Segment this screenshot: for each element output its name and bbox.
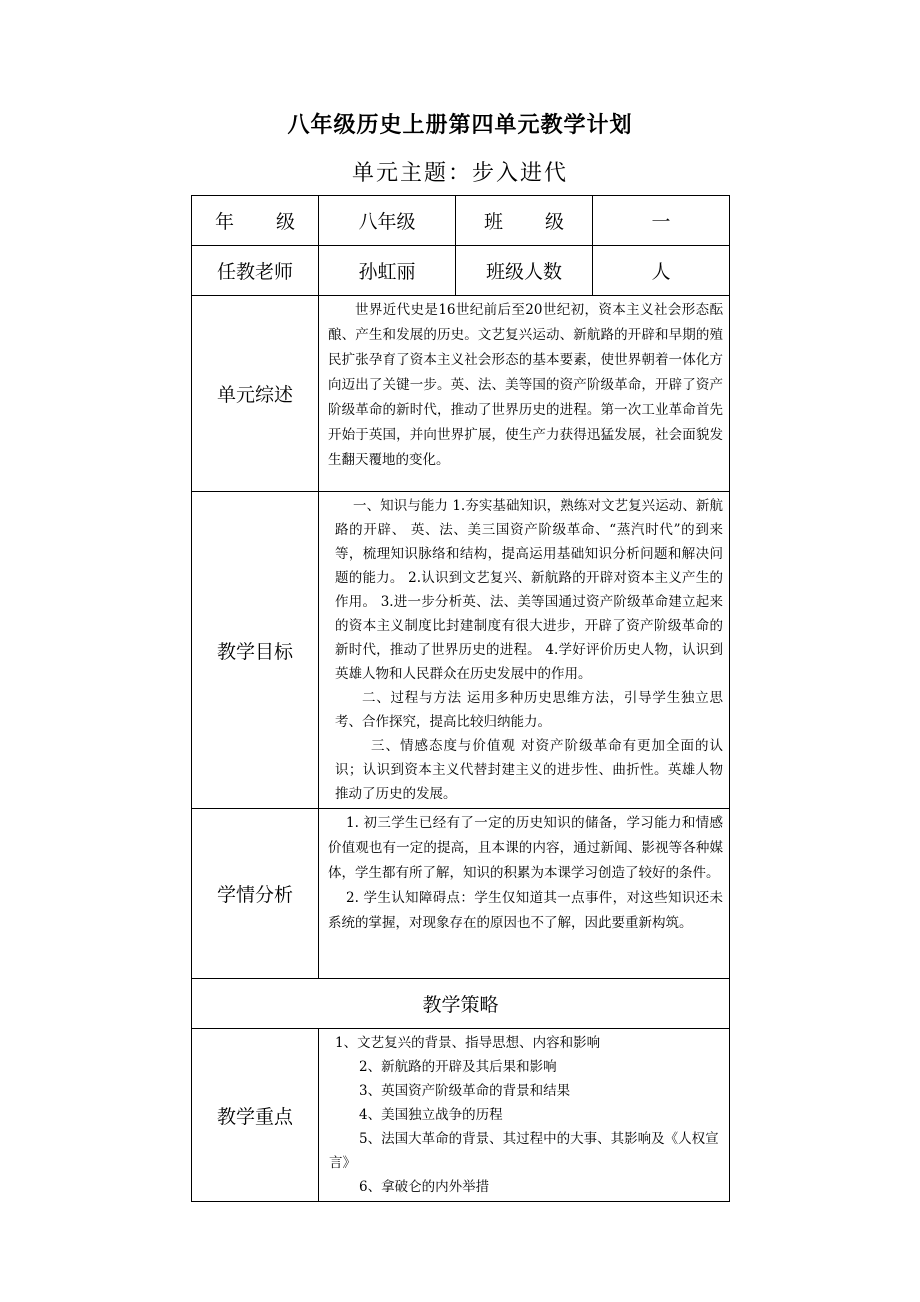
class-size-label: 班级人数: [456, 246, 593, 296]
unit-theme: 单元主题：步入进代: [351, 161, 568, 186]
overview-text: 世界近代史是16世纪前后至20世纪初，资本主义社会形态酝酿、产生和发展的历史。文艺复兴运动、新航路的开辟和早期的殖民扩张孕育了资本主义社会形态的基本要素，使世界朝着一体化方向迈出了关键一步。英、法、美等国的资产阶级革命，开辟了资产阶级革命的新时代，推动了世界历史的进程。第一次工业革命首先开始于英国，并向世界扩展，使生产力获得迅猛发展，社会面貌发生翻天覆地的变化。: [328, 302, 723, 468]
key-point-item: 1、文艺复兴的背景、指导思想、内容和影响: [335, 1035, 601, 1051]
key-points-row: [192, 1029, 730, 1202]
teacher-value: 孙虹丽: [319, 246, 456, 296]
key-point-item: 3、英国资产阶级革命的背景和结果: [359, 1083, 571, 1099]
grade-label: 年 级: [192, 196, 319, 246]
grade-value: 八年级: [319, 196, 456, 246]
key-points-label: 教学重点: [192, 1029, 319, 1202]
analysis-para-1: 1. 初三学生已经有了一定的历史知识的储备，学习能力和情感价值观也有一定的提高，且本课的内容，通过新闻、影视等各种媒体，学生都有所了解，知识的积累为本课学习创造了较好的条件。: [328, 815, 723, 881]
key-points-cell: [319, 1029, 730, 1202]
analysis-row: [192, 809, 730, 979]
class-size-value: 人: [593, 246, 730, 296]
plan-table: [191, 195, 730, 1202]
key-point-item: 6、拿破仑的内外举措: [359, 1179, 490, 1195]
goals-cell: [319, 492, 730, 809]
page-title: 八年级历史上册第四单元教学计划: [287, 113, 633, 138]
strategy-heading: 教学策略: [192, 979, 730, 1029]
goals-knowledge: 一、知识与能力 1.夯实基础知识，熟练对文艺复兴运动、新航路的开辟、 英、法、美三国资产阶级革命、“蒸汽时代”的到来等，梳理知识脉络和结构，提高运用基础知识分析问题和解决问题的能力。 2.认识到文艺复兴、新航路的开辟对资本主义产生的作用。 3.进一步分析英、法、美等国通过资产阶级革命建立起来的资本主义制度比封建制度有很大进步，开辟了资产阶级革命的新时代，推动了世界历史的进程。 4.学好评价历史人物，认识到英雄人物和人民群众在历史发展中的作用。: [335, 498, 723, 682]
class-value: 一: [593, 196, 730, 246]
key-point-item: 5、法国大革命的背景、其过程中的大事、其影响及《人权宣言》: [329, 1131, 719, 1171]
class-label: 班 级: [456, 196, 593, 246]
key-point-item: 4、美国独立战争的历程: [359, 1107, 503, 1123]
overview-label: 单元综述: [192, 296, 319, 492]
analysis-para-2: 2. 学生认知障碍点：学生仅知道其一点事件，对这些知识还未系统的掌握，对现象存在的原因也不了解，因此要重新构筑。: [328, 890, 723, 931]
grade-row: [192, 196, 730, 246]
overview-row: [192, 296, 730, 492]
goals-label: 教学目标: [192, 492, 319, 809]
key-point-item: 2、新航路的开辟及其后果和影响: [359, 1059, 557, 1075]
goals-emotion: 三、情感态度与价值观 对资产阶级革命有更加全面的认识；认识到资本主义代替封建主义的进步性、曲折性。英雄人物推动了历史的发展。: [335, 738, 723, 802]
overview-cell: [319, 296, 730, 492]
goals-row: [192, 492, 730, 809]
analysis-cell: [319, 809, 730, 979]
analysis-label: 学情分析: [192, 809, 319, 979]
teacher-label: 任教老师: [192, 246, 319, 296]
goals-process: 二、过程与方法 运用多种历史思维方法，引导学生独立思考、合作探究，提高比较归纳能力。: [335, 690, 723, 730]
strategy-row: [192, 979, 730, 1029]
teacher-row: [192, 246, 730, 296]
